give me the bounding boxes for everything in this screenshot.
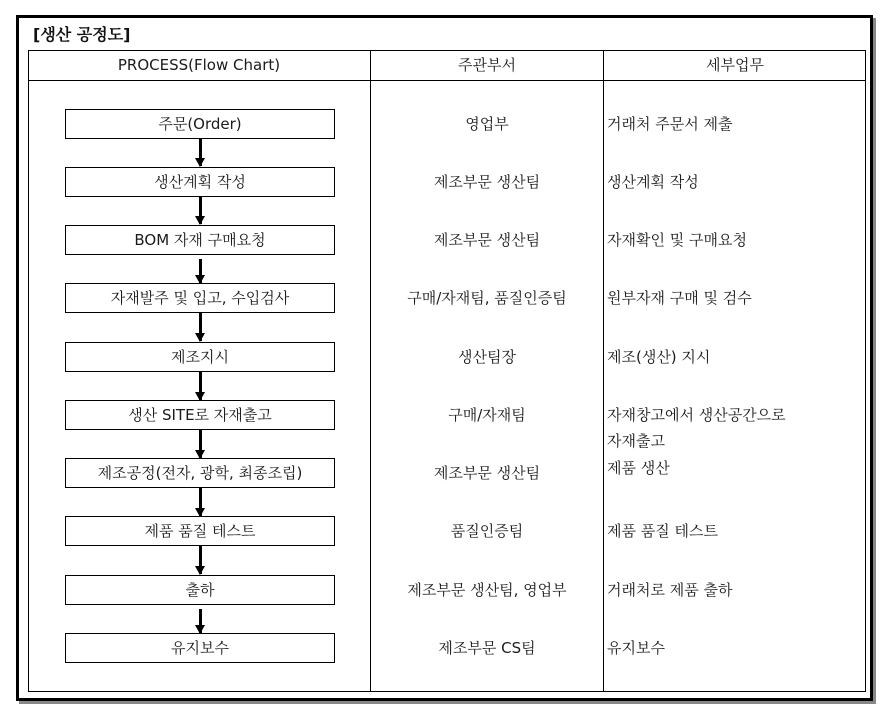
process-step-maintenance: 유지보수 <box>65 633 335 663</box>
department-cell: 영업부 <box>465 115 509 133</box>
arrow-down-icon <box>199 609 202 633</box>
task-cell: 유지보수 <box>607 639 665 657</box>
arrow-down-icon <box>199 139 202 166</box>
process-step-bom-request: BOM 자재 구매요청 <box>65 225 335 255</box>
process-step-order: 주문(Order) <box>65 109 335 139</box>
task-cell: 원부자재 구매 및 검수 <box>607 289 752 307</box>
arrow-down-icon <box>199 430 202 458</box>
task-cell: 제조(생산) 지시 <box>607 348 711 366</box>
task-cell: 거래처로 제품 출하 <box>607 581 733 599</box>
task-cell: 생산계획 작성 <box>607 173 699 191</box>
header-process: PROCESS(Flow Chart) <box>117 56 281 74</box>
department-cell: 제조부문 생산팀, 영업부 <box>407 581 567 599</box>
department-cell: 구매/자재팀 <box>448 406 526 424</box>
task-cell: 자재창고에서 생산공간으로 <box>607 406 786 424</box>
arrow-down-icon <box>199 313 202 341</box>
task-cell-continued: 자재출고 <box>607 432 665 450</box>
header-task: 세부업무 <box>706 56 764 74</box>
arrow-down-icon <box>199 488 202 516</box>
process-step-production-plan: 생산계획 작성 <box>65 167 335 197</box>
department-cell: 품질인증팀 <box>450 522 524 540</box>
task-cell: 자재확인 및 구매요청 <box>607 231 747 249</box>
department-cell: 제조부문 생산팀 <box>433 173 541 191</box>
department-cell: 제조부문 CS팀 <box>438 639 536 657</box>
arrow-down-icon <box>199 197 202 224</box>
process-step-shipping: 출하 <box>65 575 335 605</box>
diagram-title: [생산 공정도] <box>33 25 131 44</box>
task-cell: 거래처 주문서 제출 <box>607 115 733 133</box>
department-cell: 구매/자재팀, 품질인증팀 <box>407 289 567 307</box>
task-cell: 제품 품질 테스트 <box>607 522 718 540</box>
process-step-manufacturing: 제조공정(전자, 광학, 최종조립) <box>65 458 335 488</box>
column-divider-2 <box>603 50 604 692</box>
process-step-material-order: 자재발주 및 입고, 수입검사 <box>65 283 335 313</box>
arrow-down-icon <box>199 546 202 574</box>
department-cell: 제조부문 생산팀 <box>433 464 541 482</box>
arrow-down-icon <box>199 259 202 283</box>
task-cell: 제품 생산 <box>607 459 670 477</box>
department-cell: 생산팀장 <box>458 348 516 366</box>
process-step-material-release: 생산 SITE로 자재출고 <box>65 400 335 430</box>
header-divider <box>28 80 866 81</box>
process-step-manufacture-order: 제조지시 <box>65 342 335 372</box>
department-cell: 제조부문 생산팀 <box>433 231 541 249</box>
process-step-quality-test: 제품 품질 테스트 <box>65 516 335 546</box>
arrow-down-icon <box>199 372 202 400</box>
header-department: 주관부서 <box>458 56 516 74</box>
